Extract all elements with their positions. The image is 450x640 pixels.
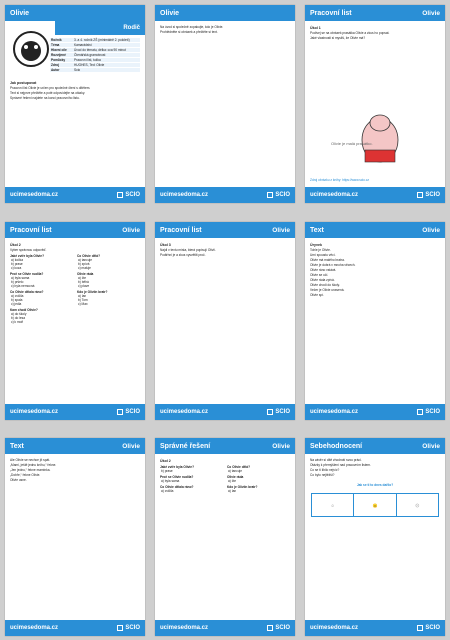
paragraph: Podívej se na obrázek prasátka Olivie a zkus ho popsat. <box>310 31 390 35</box>
answer-option[interactable]: b) pršelo <box>11 280 24 284</box>
scio-logo-text: SCIO <box>425 409 440 415</box>
page-header <box>5 438 145 454</box>
paragraph: „Jen jednu,“ řekne maminka. <box>10 468 51 472</box>
scio-logo <box>417 625 440 631</box>
paragraph: Olivie je dobrá v mnoha věcech. <box>310 263 356 267</box>
page-header-title: Správné řešení <box>160 442 211 450</box>
answer-option[interactable]: b) do lesa <box>11 316 25 320</box>
metadata-key: Ročník <box>51 38 62 42</box>
answers-col-2 <box>227 463 290 493</box>
page-header-title: Pracovní list <box>310 9 352 17</box>
answers-col-1 <box>160 463 223 493</box>
scio-logo-text: SCIO <box>125 409 140 415</box>
answer-option[interactable]: a) čte <box>78 276 86 280</box>
page-header-right: Olivie <box>422 9 440 17</box>
page-header <box>305 438 445 454</box>
scio-logo-icon <box>417 192 423 198</box>
paragraphs <box>310 458 440 477</box>
scio-logo <box>417 409 440 415</box>
footer-site: ucimesedoma.cz <box>310 625 359 631</box>
self-eval-cell-bad[interactable]: ☹ <box>415 502 420 508</box>
page-footer <box>5 187 145 203</box>
metadata-value: Scio <box>74 68 81 72</box>
metadata-table <box>50 38 140 72</box>
section-title: Úkol 2 <box>160 459 171 463</box>
paragraphs <box>10 86 140 100</box>
self-eval-table <box>311 493 439 517</box>
scio-logo-text: SCIO <box>125 625 140 631</box>
question: Kdo je Oliviin bratr? <box>227 485 258 489</box>
paragraph: Na úvod si společně zopakujte, kdo je Olivie. <box>160 25 224 29</box>
scio-logo-text: SCIO <box>125 192 140 198</box>
page-footer <box>305 404 445 420</box>
section-title: Úkol 3 <box>160 243 171 247</box>
page-header-title: Olivie <box>160 9 180 17</box>
paragraphs <box>160 248 290 257</box>
paragraph: Olivie chodí do školy. <box>310 283 340 287</box>
paragraph: Prohlédněte si obrázek a přečtěte si text. <box>160 30 218 34</box>
scio-logo-text: SCIO <box>275 625 290 631</box>
paragraph: Ale Olivie se nechce jít spát. <box>10 458 51 462</box>
scio-logo-icon <box>417 409 423 415</box>
paragraph: Najdi v textu místa, která popisují Olivii. <box>160 248 216 252</box>
page-7 <box>5 438 145 636</box>
metadata-row <box>50 48 140 52</box>
self-eval-table-header: Jak se ti to dnes dařilo? <box>356 483 394 487</box>
metadata-value: Úvod do tématu, délka: cca 90 minut <box>74 48 126 52</box>
source-link[interactable]: Zdroj obrázku z knihy: https://www.scio.cz <box>310 178 369 182</box>
scio-logo <box>117 409 140 415</box>
question: Proč se Olivie nudila? <box>10 272 44 276</box>
scio-logo-icon <box>267 625 273 631</box>
scio-logo-text: SCIO <box>425 625 440 631</box>
page-9 <box>305 438 445 636</box>
question: Co Olivie dělá? <box>227 465 251 469</box>
answer-option[interactable]: a) cvičila <box>161 489 174 493</box>
olivie-cover-illustration <box>11 29 51 69</box>
metadata-value: 3. a 4. ročník ZŠ (minimálně 2. pololetí) <box>74 38 130 42</box>
footer-site: ucimesedoma.cz <box>10 192 59 198</box>
answer-option[interactable]: c) k moři <box>11 320 24 324</box>
answer-option[interactable]: a) byla sama <box>161 479 180 483</box>
scio-logo-text: SCIO <box>275 192 290 198</box>
subheader: Rodič <box>55 21 145 35</box>
paragraph: Co se ti líbilo nejvíc? <box>310 468 340 472</box>
metadata-row <box>50 63 140 67</box>
paragraph: Umí spoustu věcí. <box>310 253 336 257</box>
page-header-title: Text <box>10 442 24 450</box>
page-header-right: Olivie <box>122 226 140 234</box>
answer-option[interactable]: a) tancuje <box>228 469 242 473</box>
scio-logo-icon <box>117 192 123 198</box>
section-title: Úryvek <box>310 243 322 247</box>
page-6 <box>305 222 445 420</box>
page-header <box>155 5 295 21</box>
page-footer <box>155 620 295 636</box>
answer-option[interactable]: c) plave <box>78 284 90 288</box>
scio-logo-text: SCIO <box>275 409 290 415</box>
question: Jaké zvíře byla Olivie? <box>160 465 195 469</box>
page-footer <box>305 620 445 636</box>
paragraph: Večer je Olivie unavená. <box>310 288 345 292</box>
illustration-caption: Olivie je malá prasátko. <box>331 141 373 146</box>
answer-option[interactable]: a) tancuje <box>78 258 92 262</box>
paragraph: Olivie ráda zpívá. <box>310 278 335 282</box>
question: Kam chodí Olivie? <box>10 308 38 312</box>
page-header-right: Olivie <box>272 226 290 234</box>
metadata-value: Pracovní list, tužka <box>74 58 101 62</box>
paragraph: Olivie má malého bratra. <box>310 258 345 262</box>
paragraph: Správné řešení najdete na konci pracovního listu. <box>10 96 80 100</box>
page-header-right: Olivie <box>422 442 440 450</box>
answer-option[interactable]: b) prase <box>11 262 23 266</box>
page-header-title: Sebehodnocení <box>310 442 363 450</box>
metadata-row <box>50 68 140 72</box>
question: Co Olivie dělala ráno? <box>10 290 44 294</box>
answer-option[interactable]: a) do školy <box>11 312 27 316</box>
metadata-row <box>50 43 140 47</box>
scio-logo-icon <box>267 192 273 198</box>
metadata-key: Zdroj <box>51 63 59 67</box>
footer-site: ucimesedoma.cz <box>160 625 209 631</box>
metadata-key: Pomůcky <box>51 58 66 62</box>
question: Co Olivie dělá? <box>77 254 101 258</box>
page-header-title: Olivie <box>10 9 30 17</box>
page-header <box>5 5 145 21</box>
answer-option[interactable]: a) Ian <box>78 294 87 298</box>
scio-logo-text: SCIO <box>425 192 440 198</box>
page-header-title: Text <box>310 226 324 234</box>
paragraph: Na závěr si dítě zhodnotí svou práci. <box>310 458 362 462</box>
answer-option[interactable]: a) cvičila <box>11 294 24 298</box>
paragraph: Otázky k přemýšlení nad pracovním listem. <box>310 463 371 467</box>
scio-logo <box>117 625 140 631</box>
section-title: Úkol 2 <box>10 243 21 247</box>
paragraphs <box>160 25 290 34</box>
footer-site: ucimesedoma.cz <box>10 409 59 415</box>
paragraph: Olivie ráno vstává. <box>310 268 337 272</box>
scio-logo <box>267 625 290 631</box>
page-footer <box>155 404 295 420</box>
page-header-right: Olivie <box>272 442 290 450</box>
page-header <box>155 438 295 454</box>
answer-option[interactable]: b) spala <box>11 298 23 302</box>
page-header-right: Olivie <box>422 226 440 234</box>
answer-option[interactable]: b) běhá <box>78 280 89 284</box>
paragraph: „Mami, ještě jednu knihu,“ řekne. <box>10 463 57 467</box>
page-footer <box>155 187 295 203</box>
question: Proč se Olivie nudila? <box>160 475 194 479</box>
scio-logo <box>117 192 140 198</box>
answer-option[interactable]: c) jedla <box>11 302 22 306</box>
paragraph: Co bylo nejtěžší? <box>310 473 335 477</box>
page-header-right: Olivie <box>122 442 140 450</box>
metadata-value: Čtenářská gramotnost <box>74 53 106 57</box>
scio-logo-icon <box>117 625 123 631</box>
scio-logo-icon <box>117 409 123 415</box>
paragraph: Jaké vlastnosti si myslíš, že Olivie má? <box>310 36 366 40</box>
page-header <box>305 5 445 21</box>
footer-site: ucimesedoma.cz <box>160 409 209 415</box>
paragraph: „Dobře,“ řekne Olivie. <box>10 473 41 477</box>
page-header-title: Pracovní list <box>160 226 202 234</box>
paragraph: Tohle je Olivie. <box>310 248 331 252</box>
answer-option[interactable]: c) maluje <box>78 266 91 270</box>
metadata-key: Téma <box>51 43 60 47</box>
paragraph: Podtrhni je a zkus vysvětlit proč. <box>160 253 206 257</box>
answer-option[interactable]: a) byla sama <box>11 276 30 280</box>
page-3 <box>305 5 445 203</box>
scio-logo <box>267 409 290 415</box>
answer-option[interactable]: c) koza <box>11 266 22 270</box>
footer-site: ucimesedoma.cz <box>160 192 209 198</box>
answer-option[interactable]: b) zpívá <box>78 262 90 266</box>
answer-option[interactable]: a) Ian <box>228 489 237 493</box>
section-title: Jak postupovat <box>10 81 37 85</box>
paragraphs <box>310 248 440 297</box>
answer-option[interactable]: a) kočka <box>11 258 24 262</box>
page-header-title: Pracovní list <box>10 226 52 234</box>
metadata-row <box>50 53 140 57</box>
paragraph: Pracovní list Olivie je určen pro společné čtení s dítětem. <box>10 86 91 90</box>
page-2 <box>155 5 295 203</box>
page-4 <box>5 222 145 420</box>
paragraph: Text si nejprve přečtěte a poté odpovídejte na otázky. <box>10 91 86 95</box>
page-header <box>5 222 145 238</box>
page-8 <box>155 438 295 636</box>
metadata-key: Autor <box>51 68 60 72</box>
questions-col-1 <box>10 252 73 324</box>
footer-site: ucimesedoma.cz <box>10 625 59 631</box>
olivie-pig-illustration <box>325 105 425 175</box>
answer-option[interactable]: b) Tom <box>78 298 88 302</box>
questions-col-2 <box>77 252 140 324</box>
question: Co Olivie dělala ráno? <box>160 485 194 489</box>
paragraph: Olivie usne. <box>10 478 27 482</box>
question: Kdo je Oliviin bratr? <box>77 290 108 294</box>
footer-site: ucimesedoma.cz <box>310 409 359 415</box>
answer-option[interactable]: a) čte <box>228 479 236 483</box>
page-footer <box>5 620 145 636</box>
paragraphs <box>310 31 440 40</box>
question: Olivie ráda <box>77 272 94 276</box>
question: Olivie ráda <box>227 475 244 479</box>
scio-logo <box>267 192 290 198</box>
metadata-row <box>50 58 140 62</box>
footer-site: ucimesedoma.cz <box>310 192 359 198</box>
metadata-value: HUGHES, Ted: Olivie <box>74 63 105 67</box>
paragraph: Olivie se učí. <box>310 273 329 277</box>
page-header <box>305 222 445 238</box>
intro: Vyber správnou odpověď. <box>10 248 47 252</box>
paragraphs <box>10 458 140 482</box>
page-5 <box>155 222 295 420</box>
section-title: Úkol 1 <box>310 26 321 30</box>
metadata-value: Kamarádství <box>74 43 92 47</box>
metadata-row <box>50 38 140 42</box>
metadata-key: Rozvíjené <box>51 53 66 57</box>
answer-option[interactable]: b) prase <box>161 469 173 473</box>
scio-logo-icon <box>417 625 423 631</box>
answer-option[interactable]: c) Max <box>78 302 88 306</box>
page-footer <box>5 404 145 420</box>
self-eval-cell-mid[interactable]: 😐 <box>354 494 396 516</box>
question: Jaké zvíře byla Olivie? <box>10 254 45 258</box>
scio-logo <box>417 192 440 198</box>
answer-option[interactable]: c) byla nemocná <box>11 284 35 288</box>
paragraph: Olivie spí. <box>310 293 324 297</box>
self-eval-cell-good[interactable]: ☺ <box>312 494 354 516</box>
scio-logo-icon <box>267 409 273 415</box>
page-footer <box>305 187 445 203</box>
page-header <box>155 222 295 238</box>
metadata-key: Hlavní cíle <box>51 48 67 52</box>
page-1 <box>5 5 145 203</box>
